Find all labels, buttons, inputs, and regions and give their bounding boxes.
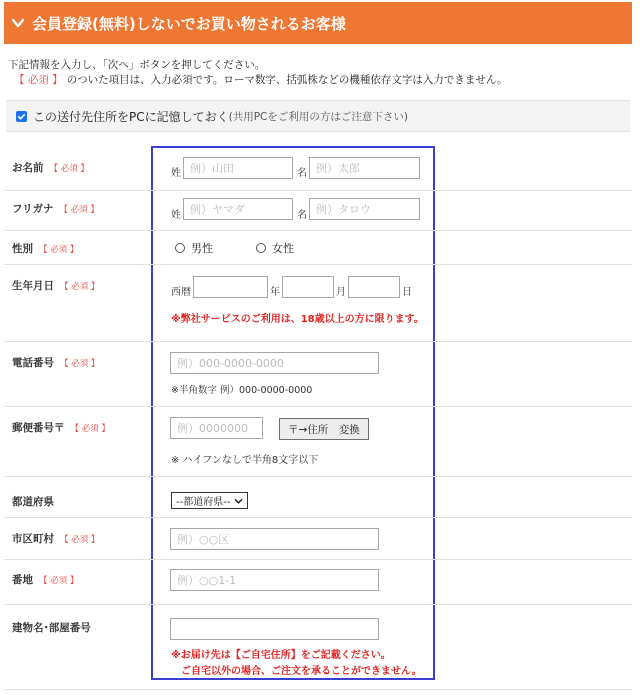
phone-label: 電話番号 【 必須 】 xyxy=(12,357,100,369)
remember-label: この送付先住所をPCに記憶しておく xyxy=(33,109,229,124)
chevron-down-icon xyxy=(234,498,243,504)
divider xyxy=(4,230,632,231)
input-highlight-frame xyxy=(151,146,435,680)
divider xyxy=(4,190,632,191)
sei-label: 姓 xyxy=(171,168,181,179)
required-tag: 【 必須 】 xyxy=(49,164,89,174)
kana-label: フリガナ 【 必須 】 xyxy=(12,203,99,215)
mei-kana-label: 名 xyxy=(297,210,307,221)
building-input[interactable] xyxy=(170,618,379,640)
postal-input[interactable]: 例）0000000 xyxy=(170,417,263,439)
intro-line-1: 下記情報を入力し、「次へ」ボタンを押してください。 xyxy=(8,59,266,71)
radio-circle-icon xyxy=(175,243,185,253)
prefecture-select[interactable]: --都道府県-- xyxy=(171,492,248,509)
radio-circle-icon xyxy=(256,243,266,253)
required-tag: 【 必須 】 xyxy=(59,205,99,215)
divider xyxy=(4,476,632,477)
phone-hint: ※半角数字 例）000-0000-0000 xyxy=(171,385,313,396)
mei-label: 名 xyxy=(297,168,307,179)
required-tag: 【 必須 】 xyxy=(39,576,79,586)
remember-note: (共用PCをご利用の方はご注意下さい) xyxy=(228,110,408,123)
name-label: お名前 【 必須 】 xyxy=(12,162,89,174)
birthday-label: 生年月日 【 必須 】 xyxy=(12,280,100,292)
phone-input[interactable]: 例）000-0000-0000 xyxy=(170,352,379,374)
postal-convert-button[interactable]: 〒→住所 変換 xyxy=(279,418,369,440)
intro-text xyxy=(8,58,507,88)
checkmark-icon xyxy=(17,112,26,121)
first-name-kana-input[interactable]: 例）タロウ xyxy=(309,198,420,220)
birth-month-input[interactable] xyxy=(282,276,334,298)
remember-checkbox[interactable] xyxy=(16,111,27,122)
remember-address-row[interactable] xyxy=(6,100,630,132)
first-name-input[interactable]: 例）太郎 xyxy=(309,157,420,179)
postal-hint: ※ ハイフンなしで半角8文字以下 xyxy=(171,455,319,466)
required-tag: 【 必須 】 xyxy=(39,245,79,255)
required-tag: 【 必須 】 xyxy=(60,359,100,369)
address-label: 番地 【 必須 】 xyxy=(12,574,79,586)
postal-label: 郵便番号〒 【 必須 】 xyxy=(12,422,110,434)
birth-year-input[interactable] xyxy=(193,276,268,298)
last-name-input[interactable]: 例）山田 xyxy=(183,157,293,179)
divider xyxy=(4,406,632,407)
city-label: 市区町村 【 必須 】 xyxy=(12,533,100,545)
day-unit: 日 xyxy=(402,287,412,298)
address-input[interactable]: 例）○○1-1 xyxy=(170,569,379,591)
section-title: 会員登録(無料)しないでお買い物されるお客様 xyxy=(32,14,346,33)
city-input[interactable]: 例）○○区 xyxy=(170,528,379,550)
gender-label: 性別 【 必須 】 xyxy=(12,243,79,255)
last-name-kana-input[interactable]: 例）ヤマダ xyxy=(183,198,293,220)
required-tag: 【 必須 】 xyxy=(60,535,100,545)
chevron-down-icon xyxy=(10,15,26,31)
address-notice-2: ご自宅以外の場合、ご注文を承ることができません。 xyxy=(181,666,422,677)
divider xyxy=(4,517,632,518)
sei-kana-label: 姓 xyxy=(171,210,181,221)
month-unit: 月 xyxy=(336,287,346,298)
section-header xyxy=(4,2,632,44)
required-tag: 【 必須 】 xyxy=(60,282,100,292)
divider xyxy=(4,559,632,560)
birth-day-input[interactable] xyxy=(348,276,400,298)
divider xyxy=(4,689,632,690)
address-notice-1: ※お届け先は【ご自宅住所】をご記載ください。 xyxy=(171,650,391,661)
required-tag: 【 必須 】 xyxy=(14,74,63,86)
building-label: 建物名･部屋番号 xyxy=(12,622,91,634)
year-unit: 年 xyxy=(270,287,280,298)
age-notice: ※弊社サービスのご利用は、18歳以上の方に限ります。 xyxy=(171,314,424,325)
divider xyxy=(4,604,632,605)
gender-male-radio[interactable]: 男性 xyxy=(175,240,213,256)
gender-female-radio[interactable]: 女性 xyxy=(256,240,294,256)
divider xyxy=(4,264,632,265)
intro-line-2: 【 必須 】 のついた項目は、入力必須です。ローマ数字、括弧株などの機種依存文字は入力できません。 xyxy=(14,74,508,86)
prefecture-label: 都道府県 xyxy=(12,496,54,508)
divider xyxy=(4,341,632,342)
required-tag: 【 必須 】 xyxy=(70,424,110,434)
era-label: 西暦 xyxy=(171,287,191,298)
